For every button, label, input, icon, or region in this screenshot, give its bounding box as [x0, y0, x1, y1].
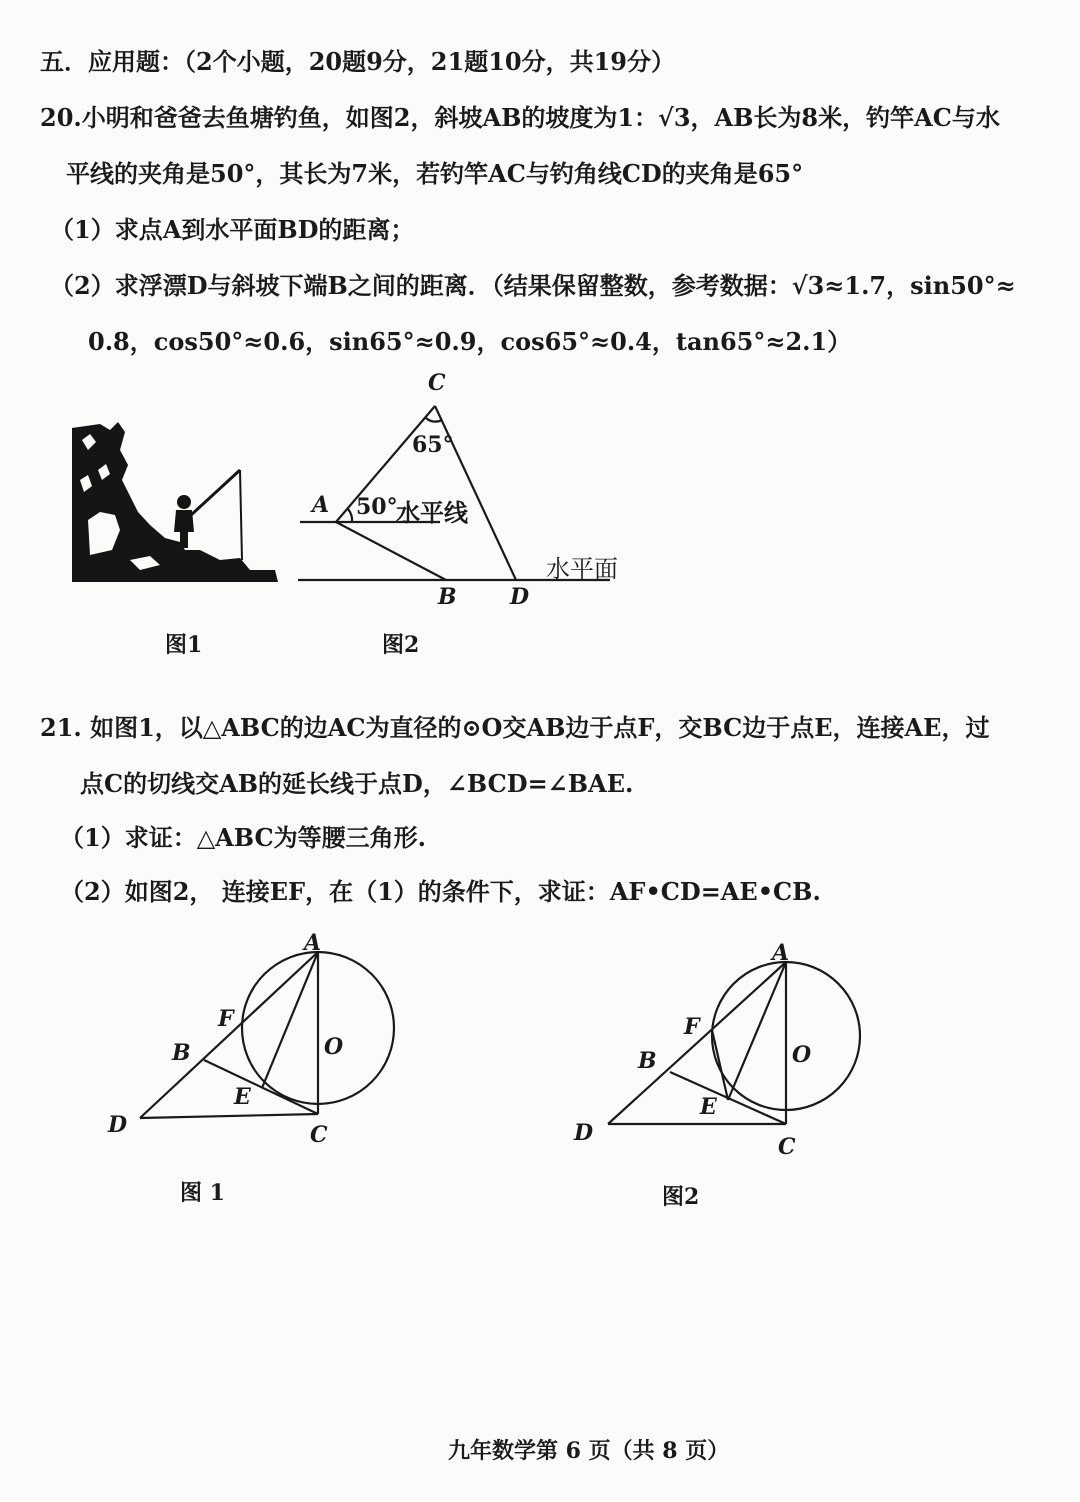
q20-figure-1-fishing-illustration	[70, 420, 290, 590]
q21-figure-1-caption: 图 1	[180, 1180, 225, 1206]
q20-label-b: B	[438, 584, 457, 610]
q21-fig2-label-c: C	[778, 1134, 796, 1160]
q20-angle-50: 50°	[356, 494, 398, 520]
q21-fig1-label-c: C	[310, 1122, 328, 1148]
page-footer: 九年数学第 6 页（共 8 页）	[448, 1438, 730, 1464]
q20-label-d: D	[510, 584, 530, 610]
q21-figure-2-caption: 图2	[662, 1184, 700, 1210]
q20-label-c: C	[428, 370, 446, 396]
q21-fig2-label-b: B	[638, 1048, 657, 1074]
q20-figure-1-caption: 图1	[165, 632, 203, 658]
q21-figure-1-diagram	[130, 940, 430, 1130]
q21-figure-2-diagram	[598, 950, 898, 1140]
q21-fig2-label-o: O	[792, 1042, 812, 1068]
q20-line-1: 20.小明和爸爸去鱼塘钓鱼，如图2，斜坡AB的坡度为1：√3，AB长为8米，钓竿AC与水	[40, 103, 1000, 132]
q21-fig1-label-a: A	[304, 930, 322, 956]
q21-line-1: 21. 如图1，以△ABC的边AC为直径的⊙O交AB边于点F，交BC边于点E，连接AE，过	[40, 713, 990, 742]
q21-part-2: （2）如图2， 连接EF，在（1）的条件下，求证：AF•CD=AE•CB.	[60, 877, 821, 906]
q21-fig2-label-a: A	[772, 940, 790, 966]
q21-line-2: 点C的切线交AB的延长线于点D，∠BCD=∠BAE.	[80, 769, 634, 798]
q21-fig1-label-f: F	[218, 1006, 234, 1032]
q20-label-a: A	[312, 492, 330, 518]
q20-angle-65: 65°	[412, 432, 454, 458]
q20-figure-2-caption: 图2	[382, 632, 420, 658]
q20-horizontal-plane-label: 水平面	[546, 555, 618, 583]
q21-fig1-label-o: O	[324, 1034, 344, 1060]
q20-part-2-line-2: 0.8，cos50°≈0.6，sin65°≈0.9，cos65°≈0.4，tan65°≈2.1）	[88, 327, 852, 356]
q20-part-1: （1）求点A到水平面BD的距离；	[50, 215, 415, 244]
q21-part-1: （1）求证：△ABC为等腰三角形.	[60, 823, 426, 852]
q20-part-2-line-1: （2）求浮漂D与斜坡下端B之间的距离．（结果保留整数，参考数据：√3≈1.7，sin50°≈	[50, 271, 1016, 300]
q21-fig2-label-e: E	[700, 1094, 717, 1120]
q21-fig1-label-e: E	[234, 1084, 251, 1110]
q21-fig1-label-b: B	[172, 1040, 191, 1066]
q20-horizontal-line-label: 水平线	[396, 498, 468, 527]
q20-line-2: 平线的夹角是50°，其长为7米，若钓竿AC与钓角线CD的夹角是65°	[66, 159, 804, 188]
q21-fig2-label-d: D	[574, 1120, 594, 1146]
q21-fig2-label-f: F	[684, 1014, 700, 1040]
section-heading: 五．应用题：（2个小题，20题9分，21题10分，共19分）	[40, 47, 675, 76]
q21-fig1-label-d: D	[108, 1112, 128, 1138]
